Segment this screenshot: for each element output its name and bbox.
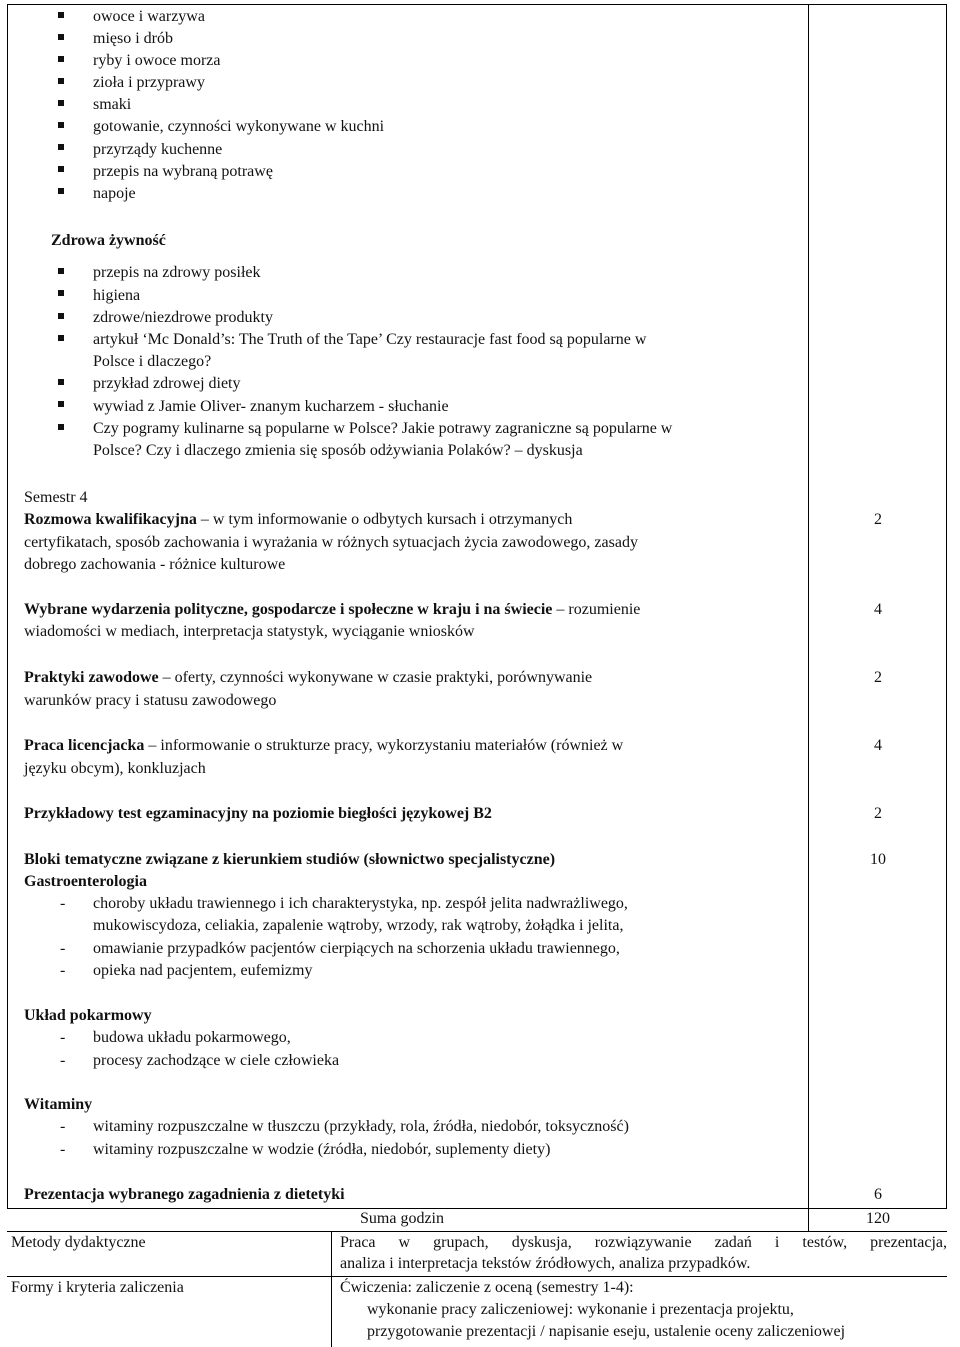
dash-marker: - — [60, 1029, 66, 1046]
topic-text: – w tym informowanie o odbytych kursach i otrzymanych — [196, 511, 573, 528]
list-item: owoce i warzywa — [93, 8, 205, 25]
list-item: zdrowe/niezdrowe produkty — [93, 309, 273, 326]
subtopic-title: Układ pokarmowy — [24, 1007, 152, 1024]
topic-line: certyfikatach, sposób zachowania i wyrażania w różnych sytuacjach życia zawodowego, zasady — [24, 534, 638, 551]
subtopic-title: Witaminy — [24, 1096, 93, 1113]
bullet-icon — [58, 188, 64, 194]
bullet-icon — [58, 12, 64, 18]
list-item: budowa układu pokarmowego, — [93, 1029, 291, 1046]
list-item: choroby układu trawiennego i ich charakterystyka, np. zespół jelita nadwrażliwego, — [93, 895, 628, 912]
topic-hours: 4 — [874, 737, 882, 754]
list-item: wywiad z Jamie Oliver- znanym kucharzem - słuchanie — [93, 398, 449, 415]
bullet-icon — [58, 424, 64, 430]
topic-line — [24, 599, 640, 621]
sum-label: Suma godzin — [360, 1210, 444, 1227]
list-item-continuation: mukowiscydoza, celiakia, zapalenie wątroby, wrzody, rak wątroby, żołądka i jelita, — [93, 917, 624, 934]
topic-title: Rozmowa kwalifikacyjna — [24, 511, 197, 528]
topic-hours: 4 — [874, 601, 882, 618]
topic-line — [24, 735, 623, 757]
topic-hours: 2 — [874, 511, 882, 528]
bullet-icon — [58, 379, 64, 385]
methods-divider — [331, 1231, 332, 1276]
bullet-icon — [58, 290, 64, 296]
list-item: witaminy rozpuszczalne w wodzie (źródła, niedobór, suplementy diety) — [93, 1141, 551, 1158]
topic-line — [24, 509, 572, 531]
topic-line — [24, 667, 592, 689]
topic-hours: 6 — [874, 1186, 882, 1203]
table-border-top — [7, 4, 947, 5]
list-item: higiena — [93, 287, 141, 304]
topic-title: Praca licencjacka — [24, 737, 145, 754]
list-item-continuation: Polsce? Czy i dlaczego zmienia się sposób odżywiania Polaków? – dyskusja — [93, 442, 583, 459]
criteria-text: Ćwiczenia: zaliczenie z oceną (semestry 1-4): — [340, 1279, 634, 1296]
list-item: ryby i owoce morza — [93, 52, 221, 69]
list-item: przepis na zdrowy posiłek — [93, 264, 261, 281]
subtopic-title: Gastroenterologia — [24, 873, 147, 890]
topic-title: Praktyki zawodowe — [24, 669, 159, 686]
bullet-icon — [58, 144, 64, 150]
list-item: artykuł ‘Mc Donald’s: The Truth of the Tape’ Czy restauracje fast food są popularne w — [93, 331, 647, 348]
list-item-continuation: Polsce i dlaczego? — [93, 353, 212, 370]
list-item: procesy zachodzące w ciele człowieka — [93, 1052, 340, 1069]
topic-hours: 10 — [870, 851, 886, 868]
bullet-icon — [58, 401, 64, 407]
list-item: przyrządy kuchenne — [93, 141, 223, 158]
bullet-icon — [58, 56, 64, 62]
dash-marker: - — [60, 895, 66, 912]
list-item: smaki — [93, 96, 132, 113]
criteria-text: wykonanie pracy zaliczeniowej: wykonanie i prezentacja projektu, — [367, 1301, 794, 1318]
bullet-icon — [58, 78, 64, 84]
topic-hours: 2 — [874, 669, 882, 686]
section-heading-healthy-food: Zdrowa żywność — [51, 232, 166, 249]
list-item: przykład zdrowej diety — [93, 375, 241, 392]
list-item: zioła i przyprawy — [93, 74, 205, 91]
list-item: opieka nad pacjentem, eufemizmy — [93, 962, 313, 979]
topic-title: Bloki tematyczne związane z kierunkiem studiów (słownictwo specjalistyczne) — [24, 851, 556, 868]
topic-text: – rozumienie — [552, 601, 641, 618]
table-border-left — [7, 4, 8, 1209]
bullet-icon — [58, 268, 64, 274]
bullet-icon — [58, 166, 64, 172]
topic-line: wiadomości w mediach, interpretacja statystyk, wyciąganie wniosków — [24, 623, 475, 640]
methods-label: Metody dydaktyczne — [11, 1234, 146, 1251]
dash-marker: - — [60, 1118, 66, 1135]
topic-line: języku obcym), konkluzjach — [24, 760, 206, 777]
dash-marker: - — [60, 1052, 66, 1069]
topic-line: dobrego zachowania - różnice kulturowe — [24, 556, 286, 573]
bullet-icon — [58, 34, 64, 40]
bullet-icon — [58, 335, 64, 341]
topic-line: warunków pracy i statusu zawodowego — [24, 692, 277, 709]
dash-marker: - — [60, 940, 66, 957]
criteria-divider — [331, 1276, 332, 1347]
criteria-text: przygotowanie prezentacji / napisanie eseju, ustalenie oceny zaliczeniowej — [367, 1323, 846, 1340]
sum-row-top — [7, 1208, 947, 1209]
bullet-icon — [58, 100, 64, 106]
list-item: gotowanie, czynności wykonywane w kuchni — [93, 118, 385, 135]
bullet-icon — [58, 122, 64, 128]
sum-value: 120 — [866, 1210, 890, 1227]
topic-text: – oferty, czynności wykonywane w czasie praktyki, porównywanie — [158, 669, 593, 686]
list-item: przepis na wybraną potrawę — [93, 163, 273, 180]
bullet-icon — [58, 313, 64, 319]
topic-title: Przykładowy test egzaminacyjny na poziomie biegłości językowej B2 — [24, 805, 492, 822]
topic-text: – informowanie o strukturze pracy, wykorzystaniu materiałów (również w — [144, 737, 624, 754]
topic-hours: 2 — [874, 805, 882, 822]
list-item: witaminy rozpuszczalne w tłuszczu (przykłady, rola, źródła, niedobór, toksyczność) — [93, 1118, 629, 1135]
criteria-label: Formy i kryteria zaliczenia — [11, 1279, 184, 1296]
list-item: Czy pogramy kulinarne są popularne w Polsce? Jakie potrawy zagraniczne są popularne w — [93, 420, 673, 437]
list-item: napoje — [93, 185, 136, 202]
list-item: mięso i drób — [93, 30, 173, 47]
topic-title: Wybrane wydarzenia polityczne, gospodarcze i społeczne w kraju i na świecie — [24, 601, 553, 618]
dash-marker: - — [60, 962, 66, 979]
dash-marker: - — [60, 1141, 66, 1158]
list-item: omawianie przypadków pacjentów cierpiących na schorzenia układu trawiennego, — [93, 940, 620, 957]
topic-title: Prezentacja wybranego zagadnienia z dietetyki — [24, 1186, 345, 1203]
semester-label: Semestr 4 — [24, 489, 88, 506]
methods-text: analiza i interpretacja tekstów źródłowych, analiza przypadków. — [340, 1255, 751, 1272]
methods-text: Praca w grupach, dyskusja, rozwiązywanie zadań i testów, prezentacja, — [340, 1234, 947, 1251]
